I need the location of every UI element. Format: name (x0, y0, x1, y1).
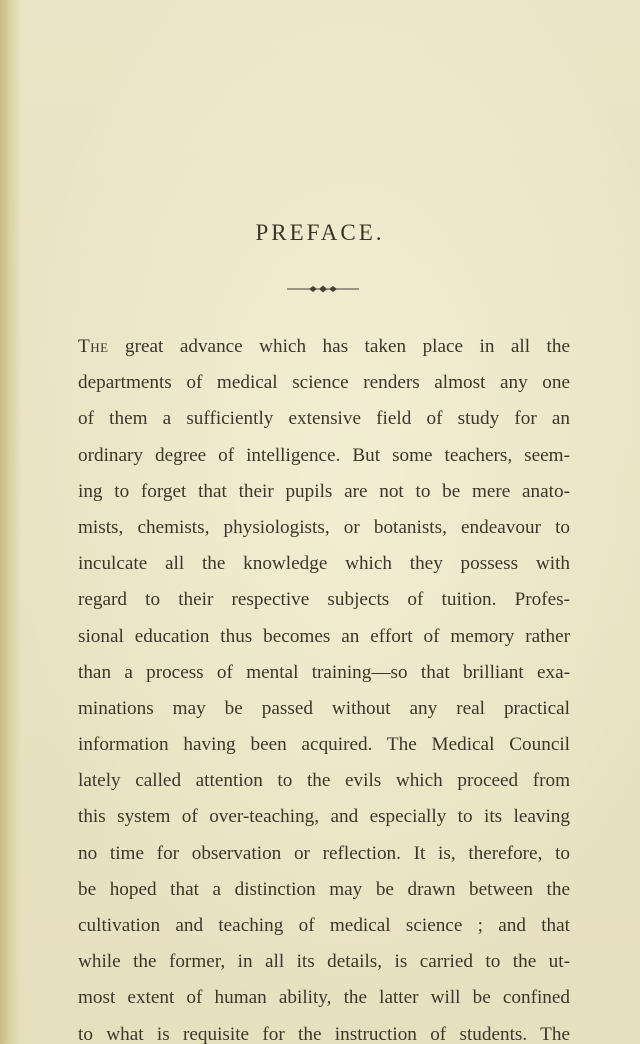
first-line-text: great advance which has taken place in all the (125, 336, 570, 357)
text-line: inculcate all the knowledge which they possess with (78, 553, 570, 575)
text-line (78, 329, 570, 365)
ornament-rule-icon (287, 284, 359, 294)
text-line: minations may be passed without any real practical (78, 697, 570, 719)
lead-word: The (78, 336, 109, 357)
text-line: of them a sufficiently extensive field of study for an (78, 408, 570, 430)
text-line: than a process of mental training—so that brilliant exa- (78, 661, 570, 683)
page-binding-edge (0, 0, 22, 1044)
text-line: be hoped that a distinction may be drawn between the (78, 878, 570, 900)
text-line: no time for observation or reflection. It is, therefore, to (78, 842, 570, 864)
text-line: ordinary degree of intelligence. But some teachers, seem- (78, 444, 570, 466)
text-line: this system of over-teaching, and especially to its leaving (78, 806, 570, 828)
text-line: information having been acquired. The Medical Council (78, 734, 570, 756)
page-title: PREFACE. (255, 220, 385, 245)
text-line: departments of medical science renders almost any one (78, 372, 570, 394)
text-line: most extent of human ability, the latter will be confined (78, 987, 570, 1009)
text-line: mists, chemists, physiologists, or botanists, endeavour to (78, 516, 570, 538)
preface-body (78, 329, 570, 1044)
text-line: sional education thus becomes an effort of memory rather (78, 625, 570, 647)
text-line: ing to forget that their pupils are not to be mere anato- (78, 480, 570, 502)
text-line: to what is requisite for the instruction of students. The (78, 1023, 570, 1044)
text-line: lately called attention to the evils which proceed from (78, 770, 570, 792)
text-line: while the former, in all its details, is carried to the ut- (78, 951, 570, 973)
text-line: cultivation and teaching of medical science ; and that (78, 915, 570, 936)
text-line: regard to their respective subjects of tuition. Profes- (78, 589, 570, 611)
